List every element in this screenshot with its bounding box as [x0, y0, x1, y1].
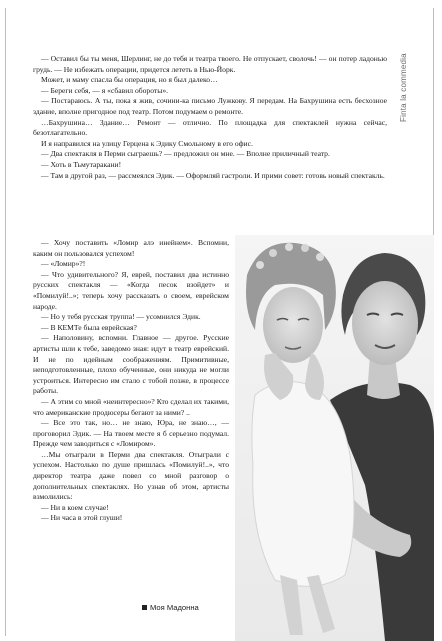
paragraph: — В КЕМТе была еврейская?: [41, 322, 137, 332]
paragraph: — «Ломир»?!: [41, 259, 86, 269]
running-head: [391, 10, 431, 130]
paragraph: Может, и маму спасла бы операция, но я был далеко…: [41, 75, 218, 85]
paragraph: — Ни часа в этой глуши!: [41, 513, 123, 523]
paragraph: И я направился на улицу Герцена к Эдику Смольному в его офис.: [41, 138, 253, 148]
paragraph: — Наполовину, вспомни. Главное — другое. Русские артисты шли к тебе, заведомо зная: идут в театр еврейский. И не по идейным соображениям. Примитивные, неподготовленные, плохо обученные, они никуда не могли устроиться. Интересно им стало с тобой позже, в процессе работы.: [33, 333, 229, 396]
paragraph: — Оставил бы ты меня, Шерлинг, не до тебя и театра твоего. Не отпускает, сволочь! — он потер ладонью грудь. — Не избежать операции, придется лететь в Нью-Йорк.: [33, 54, 387, 74]
paragraph: — Береги себя, — я «сбавил обороты».: [41, 85, 169, 95]
body-text-full-width: [33, 54, 387, 181]
paragraph: — А этим со мной «неинтересно»? Кто сделал их такими, что американские продюсеры бегают за ними? ..: [33, 396, 229, 417]
paragraph: — Постараюсь. А ты, пока я жив, сочини-ка письмо Лужкову. Я передам. На Бахрушина есть бесхозное здание, вполне пригодное под театр. Потом подумаем о ремонте.: [33, 96, 387, 116]
paragraph: — Что удивительного? Я, еврей, поставил два истинно русских спектакля — «Когда песок взойдет» и «Помилуй!..»; теперь хочу рассказать о своем, еврейском народе.: [33, 269, 229, 311]
paragraph: — Хочу поставить «Ломир алэ инейнем». Вспомни, каким он пользовался успехом!: [33, 238, 229, 258]
paragraph: — Два спектакля в Перми сыграешь? — предложил он мне. — Вполне приличный театр.: [41, 149, 330, 159]
paragraph: — Но у тебя русская труппа! — усомнился Эдик.: [41, 312, 201, 322]
body-text-column: [33, 238, 229, 524]
page-border-left: [5, 8, 6, 636]
running-head-text: Finta la commedia: [399, 53, 408, 122]
paragraph: …Бахрушина… Здание… Ремонт — отлично. По площадка для спектаклей нужна сейчас, безотлагательно.: [33, 117, 387, 138]
paragraph: — Ни в коем случае!: [41, 502, 109, 512]
paragraph: — Там в другой раз, — рассмеялся Эдик. — Оформляй гастроли. И прими совет: готовь новый спектакль.: [41, 170, 385, 180]
paragraph: — Хоть в Тьмутаракани!: [41, 159, 122, 169]
paragraph: — Все это так, но… не знаю, Юра, не знаю…, — проговорил Эдик. — На твоем месте я б серьезно подумал. Прежде чем заводиться с «Ломиром».: [33, 418, 229, 449]
photo-woman-and-girl: [235, 235, 434, 641]
caption-square-marker: [142, 605, 147, 610]
paragraph: …Мы отыграли в Перми два спектакля. Отыграли с успехом. Настолько по душе пришлась «Помилуй!..», что директор театра даже повел со мной разговор о дополнительных спектаклях. Но узнав об этом, артисты взмолились:: [33, 449, 229, 502]
photo-caption: [142, 603, 199, 612]
caption-text: Моя Мадонна: [150, 603, 199, 612]
page-border-right: [433, 8, 434, 253]
